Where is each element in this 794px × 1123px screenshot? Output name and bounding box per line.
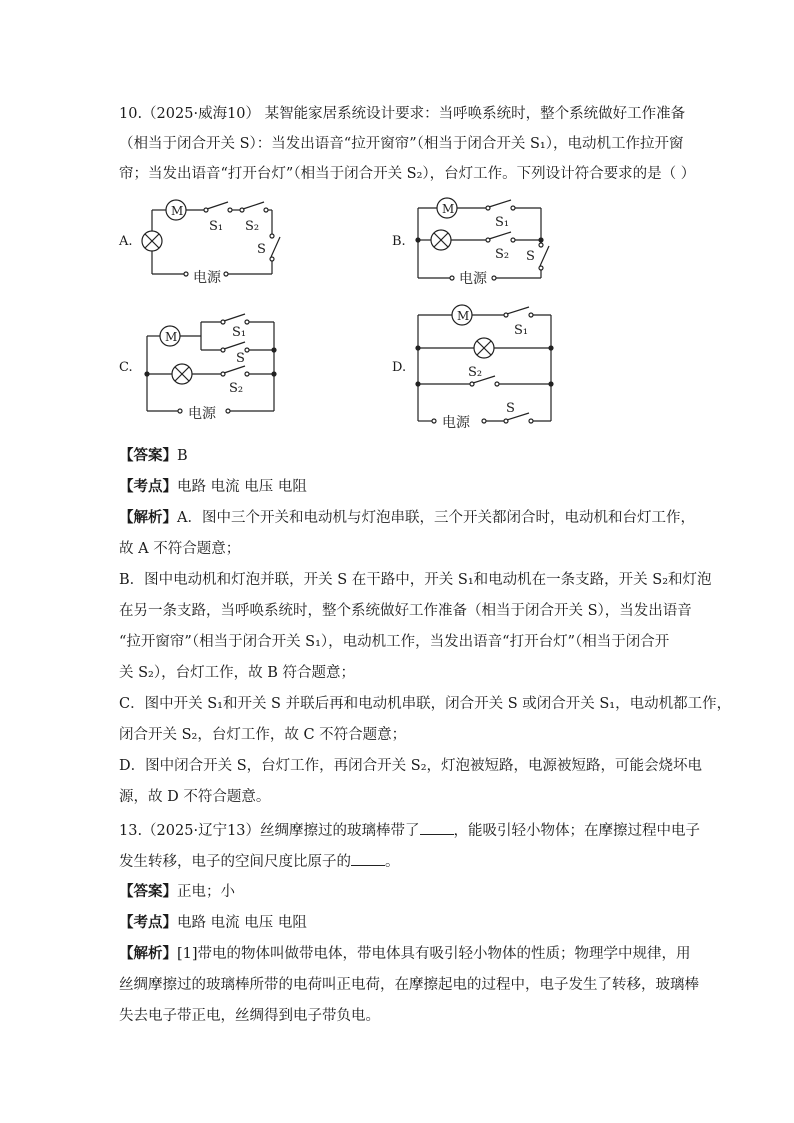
- switch-s-label: S: [506, 401, 515, 416]
- q13-analysis-row-3: 失去电子带正电，丝绸得到电子带负电。: [119, 1008, 380, 1024]
- q13-stem-text: 。: [385, 854, 400, 870]
- answer-tag: 【答案】: [119, 447, 177, 464]
- analysis-text: [1]带电的物体叫做带电体，带电体具有吸引轻小物体的性质；物理学中规律，用: [177, 946, 691, 962]
- q10-stem-line-1: 10.（2025·威海10） 某智能家居系统设计要求：当呼唤系统时，整个系统做好工作准备: [119, 106, 686, 122]
- analysis-tag: 【解析】: [119, 945, 177, 962]
- motor-label: M: [442, 202, 455, 216]
- q10-analysis-row-9: D．图中闭合开关 S，台灯工作，再闭合开关 S₂，灯泡被短路，电源被短路，可能会烧坏电: [119, 758, 703, 774]
- q10-answer-row: [119, 446, 188, 466]
- q13-stem-line-2: [119, 851, 400, 872]
- q10-analysis-row-4: 在另一条支路，当呼唤系统时，整个系统做好工作准备（相当于闭合开关 S），当发出语音: [119, 603, 692, 619]
- power-source-label: 电源: [188, 406, 216, 422]
- knowledge-value: 电路 电流 电压 电阻: [177, 915, 307, 931]
- q13-stem-text: ，能吸引轻小物体；在摩擦过程中电子: [453, 823, 701, 839]
- circuit-a: [142, 200, 280, 276]
- analysis-text: A．图中三个开关和电动机与灯泡串联，三个开关都闭合时，电动机和台灯工作，: [177, 510, 695, 526]
- switch-s2-label: S₂: [245, 219, 260, 234]
- answer-value: 正电；小: [177, 884, 235, 900]
- q13-answer-row: [119, 882, 235, 902]
- q10-analysis-row-2: 故 A 不符合题意；: [119, 541, 241, 557]
- circuit-diagrams: [0, 190, 794, 630]
- switch-s2-label: S₂: [229, 381, 244, 396]
- switch-s1-label: S₁: [495, 215, 510, 230]
- option-a-label: A.: [119, 234, 133, 249]
- answer-value: B: [177, 448, 188, 464]
- knowledge-tag: 【考点】: [119, 478, 177, 495]
- option-b-label: B.: [392, 234, 406, 249]
- analysis-tag: 【解析】: [119, 509, 177, 526]
- answer-blank-1[interactable]: [420, 820, 454, 835]
- motor-label: M: [165, 330, 178, 344]
- option-c-label: C.: [119, 360, 133, 375]
- q13-knowledge-row: [119, 913, 307, 933]
- q10-analysis-row-1: [119, 508, 695, 528]
- q10-stem-line-3: 帘；当发出语音“打开台灯”（相当于闭合开关 S₂），台灯工作。下列设计符合要求的是（ ）: [119, 166, 696, 182]
- q13-stem-line-1: [119, 820, 700, 841]
- switch-s-label: S: [526, 249, 535, 264]
- q10-stem-line-2: （相当于闭合开关 S）：当发出语音“拉开窗帘”（相当于闭合开关 S₁），电动机工作拉开窗: [119, 136, 684, 152]
- switch-s2-label: S₂: [495, 247, 510, 262]
- q10-knowledge-row: [119, 477, 307, 497]
- circuit-b: [416, 198, 549, 280]
- q10-analysis-row-10: 源，故 D 不符合题意。: [119, 789, 271, 805]
- q13-analysis-row-1: [119, 944, 691, 964]
- power-source-label: 电源: [193, 270, 221, 286]
- power-source-label: 电源: [442, 415, 470, 431]
- knowledge-value: 电路 电流 电压 电阻: [177, 479, 307, 495]
- switch-s1-label: S₁: [514, 323, 529, 338]
- power-source-label: 电源: [459, 271, 487, 287]
- motor-label: M: [171, 204, 184, 218]
- circuit-d: [416, 305, 553, 423]
- q13-stem-text: 发生转移，电子的空间尺度比原子的: [119, 854, 351, 870]
- motor-label: M: [457, 309, 470, 323]
- q10-analysis-row-7: C．图中开关 S₁和开关 S 并联后再和电动机串联，闭合开关 S 或闭合开关 S₁，电动机都工作，: [119, 696, 732, 712]
- answer-blank-2[interactable]: [351, 851, 385, 866]
- q10-analysis-row-5: “拉开窗帘”（相当于闭合开关 S₁），电动机工作，当发出语音“打开台灯”（相当于闭合开: [119, 634, 670, 650]
- switch-s2-label: S₂: [468, 365, 483, 380]
- q13-stem-text: 13.（2025·辽宁13）丝绸摩擦过的玻璃棒带了: [119, 823, 420, 839]
- switch-s1-label: S₁: [232, 325, 247, 340]
- switch-s-label: S: [236, 351, 245, 366]
- option-d-label: D.: [392, 360, 407, 375]
- q10-analysis-row-6: 关 S₂），台灯工作，故 B 符合题意；: [119, 665, 355, 681]
- switch-s1-label: S₁: [209, 219, 224, 234]
- switch-s-label: S: [257, 242, 266, 257]
- q10-analysis-row-3: B．图中电动机和灯泡并联，开关 S 在干路中，开关 S₁和电动机在一条支路，开关 S₂和灯泡: [119, 572, 712, 588]
- answer-tag: 【答案】: [119, 883, 177, 900]
- q13-analysis-row-2: 丝绸摩擦过的玻璃棒所带的电荷叫正电荷，在摩擦起电的过程中，电子发生了转移，玻璃棒: [119, 977, 699, 993]
- q10-analysis-row-8: 闭合开关 S₂，台灯工作，故 C 不符合题意；: [119, 727, 407, 743]
- circuit-c: [145, 314, 276, 413]
- knowledge-tag: 【考点】: [119, 914, 177, 931]
